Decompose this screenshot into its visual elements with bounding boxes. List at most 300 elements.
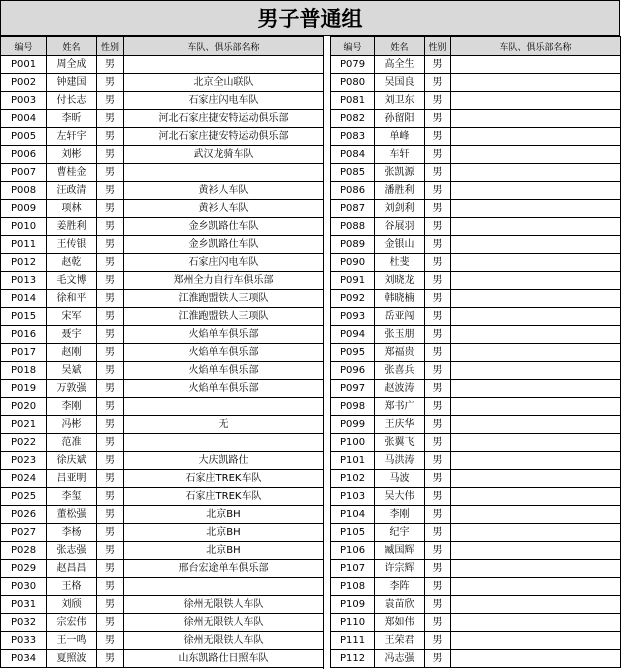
cell-id[interactable]: P107 xyxy=(331,560,375,578)
cell-id[interactable]: P082 xyxy=(331,110,375,128)
cell-gender[interactable]: 男 xyxy=(425,272,451,290)
cell-club[interactable]: 江淮跑盟铁人三项队 xyxy=(124,308,324,326)
cell-club[interactable] xyxy=(124,56,324,74)
cell-club[interactable]: 徐州无限铁人车队 xyxy=(124,614,324,632)
cell-id[interactable]: P080 xyxy=(331,74,375,92)
cell-gender[interactable]: 男 xyxy=(425,254,451,272)
cell-club[interactable] xyxy=(451,92,621,110)
cell-club[interactable] xyxy=(451,542,621,560)
cell-name[interactable]: 宗宏伟 xyxy=(47,614,97,632)
cell-id[interactable]: P108 xyxy=(331,578,375,596)
cell-gender[interactable]: 男 xyxy=(425,344,451,362)
cell-id[interactable]: P024 xyxy=(1,470,47,488)
cell-gender[interactable]: 男 xyxy=(97,218,124,236)
cell-id[interactable]: P084 xyxy=(331,146,375,164)
cell-id[interactable]: P111 xyxy=(331,632,375,650)
cell-name[interactable]: 刘剑利 xyxy=(375,200,425,218)
cell-name[interactable]: 许宗辉 xyxy=(375,560,425,578)
cell-name[interactable]: 徐庆斌 xyxy=(47,452,97,470)
cell-club[interactable]: 北京BH xyxy=(124,524,324,542)
cell-club[interactable]: 金乡凯路仕车队 xyxy=(124,236,324,254)
cell-club[interactable] xyxy=(451,146,621,164)
cell-name[interactable]: 李阵 xyxy=(375,578,425,596)
cell-club[interactable] xyxy=(451,218,621,236)
cell-id[interactable]: P025 xyxy=(1,488,47,506)
sheet-title: 男子普通组 xyxy=(0,0,620,36)
cell-id[interactable]: P010 xyxy=(1,218,47,236)
cell-id[interactable]: P021 xyxy=(1,416,47,434)
cell-name[interactable]: 张凯源 xyxy=(375,164,425,182)
cell-name[interactable]: 孙留阳 xyxy=(375,110,425,128)
cell-club[interactable] xyxy=(451,326,621,344)
cell-name[interactable]: 高全生 xyxy=(375,56,425,74)
cell-id[interactable]: P109 xyxy=(331,596,375,614)
cell-gender[interactable]: 男 xyxy=(425,650,451,668)
cell-name[interactable]: 郑福贵 xyxy=(375,344,425,362)
cell-gender[interactable]: 男 xyxy=(425,524,451,542)
cell-name[interactable]: 王传银 xyxy=(47,236,97,254)
cell-id[interactable]: P018 xyxy=(1,362,47,380)
cell-name[interactable]: 王荣君 xyxy=(375,632,425,650)
cell-id[interactable]: P002 xyxy=(1,74,47,92)
header-id[interactable]: 编号 xyxy=(331,37,375,56)
cell-name[interactable]: 左轩宇 xyxy=(47,128,97,146)
cell-club[interactable] xyxy=(451,632,621,650)
cell-name[interactable]: 汪政清 xyxy=(47,182,97,200)
cell-gender[interactable]: 男 xyxy=(97,434,124,452)
table-row xyxy=(331,200,621,218)
cell-club[interactable]: 火焰单车俱乐部 xyxy=(124,362,324,380)
cell-gender[interactable]: 男 xyxy=(425,200,451,218)
table-row xyxy=(1,380,324,398)
cell-name[interactable]: 张玉朋 xyxy=(375,326,425,344)
cell-gender[interactable]: 男 xyxy=(97,236,124,254)
cell-gender[interactable]: 男 xyxy=(425,308,451,326)
table-row xyxy=(1,74,324,92)
cell-name[interactable]: 吴斌 xyxy=(47,362,97,380)
cell-gender[interactable]: 男 xyxy=(97,362,124,380)
table-row xyxy=(1,596,324,614)
cell-id[interactable]: P096 xyxy=(331,362,375,380)
cell-name[interactable]: 张喜兵 xyxy=(375,362,425,380)
cell-id[interactable]: P103 xyxy=(331,488,375,506)
cell-club[interactable]: 石家庄闪电车队 xyxy=(124,92,324,110)
cell-name[interactable]: 李玺 xyxy=(47,488,97,506)
cell-gender[interactable]: 男 xyxy=(425,578,451,596)
table-row xyxy=(1,128,324,146)
cell-club[interactable]: 北京BH xyxy=(124,506,324,524)
cell-club[interactable] xyxy=(451,380,621,398)
cell-id[interactable]: P097 xyxy=(331,380,375,398)
cell-gender[interactable]: 男 xyxy=(97,200,124,218)
cell-id[interactable]: P083 xyxy=(331,128,375,146)
cell-club[interactable]: 无 xyxy=(124,416,324,434)
table-row xyxy=(1,542,324,560)
cell-gender[interactable]: 男 xyxy=(425,470,451,488)
table-row xyxy=(1,92,324,110)
cell-gender[interactable]: 男 xyxy=(97,614,124,632)
cell-club[interactable]: 火焰单车俱乐部 xyxy=(124,380,324,398)
cell-name[interactable]: 马洪涛 xyxy=(375,452,425,470)
cell-gender[interactable]: 男 xyxy=(425,362,451,380)
cell-id[interactable]: P085 xyxy=(331,164,375,182)
cell-club[interactable]: 黄衫人车队 xyxy=(124,200,324,218)
cell-name[interactable]: 刘晓龙 xyxy=(375,272,425,290)
header-gender[interactable]: 性别 xyxy=(425,37,451,56)
cell-gender[interactable]: 男 xyxy=(97,578,124,596)
table-row xyxy=(331,452,621,470)
cell-club[interactable] xyxy=(451,578,621,596)
table-row xyxy=(331,596,621,614)
cell-id[interactable]: P091 xyxy=(331,272,375,290)
cell-id[interactable]: P032 xyxy=(1,614,47,632)
cell-gender[interactable]: 男 xyxy=(97,290,124,308)
cell-gender[interactable]: 男 xyxy=(97,488,124,506)
cell-id[interactable]: P017 xyxy=(1,344,47,362)
cell-name[interactable]: 王一鸣 xyxy=(47,632,97,650)
cell-club[interactable] xyxy=(451,470,621,488)
cell-name[interactable]: 赵昌昌 xyxy=(47,560,97,578)
cell-id[interactable]: P104 xyxy=(331,506,375,524)
cell-id[interactable]: P102 xyxy=(331,470,375,488)
cell-club[interactable] xyxy=(124,578,324,596)
cell-name[interactable]: 谷展羽 xyxy=(375,218,425,236)
cell-gender[interactable]: 男 xyxy=(97,74,124,92)
left-table xyxy=(0,36,324,668)
cell-id[interactable]: P007 xyxy=(1,164,47,182)
cell-gender[interactable]: 男 xyxy=(97,308,124,326)
cell-gender[interactable]: 男 xyxy=(425,74,451,92)
cell-name[interactable]: 项林 xyxy=(47,200,97,218)
cell-gender[interactable]: 男 xyxy=(97,272,124,290)
cell-club[interactable] xyxy=(451,164,621,182)
cell-id[interactable]: P088 xyxy=(331,218,375,236)
cell-id[interactable]: P087 xyxy=(331,200,375,218)
cell-id[interactable]: P004 xyxy=(1,110,47,128)
cell-club[interactable] xyxy=(451,110,621,128)
cell-gender[interactable]: 男 xyxy=(425,128,451,146)
table-row xyxy=(1,308,324,326)
cell-name[interactable]: 王庆华 xyxy=(375,416,425,434)
cell-name[interactable]: 赵乾 xyxy=(47,254,97,272)
cell-gender[interactable]: 男 xyxy=(425,290,451,308)
table-row xyxy=(331,326,621,344)
cell-name[interactable]: 刘卫东 xyxy=(375,92,425,110)
cell-name[interactable]: 赵波涛 xyxy=(375,380,425,398)
cell-club[interactable]: 石家庄TREK车队 xyxy=(124,470,324,488)
cell-name[interactable]: 范准 xyxy=(47,434,97,452)
cell-gender[interactable]: 男 xyxy=(425,398,451,416)
header-club[interactable]: 车队、俱乐部名称 xyxy=(451,37,621,56)
cell-gender[interactable]: 男 xyxy=(97,542,124,560)
cell-id[interactable]: P023 xyxy=(1,452,47,470)
cell-name[interactable]: 吴国良 xyxy=(375,74,425,92)
cell-gender[interactable]: 男 xyxy=(97,452,124,470)
cell-name[interactable]: 徐和平 xyxy=(47,290,97,308)
cell-gender[interactable]: 男 xyxy=(425,560,451,578)
header-gender[interactable]: 性别 xyxy=(97,37,124,56)
cell-gender[interactable]: 男 xyxy=(425,416,451,434)
cell-name[interactable]: 刘彬 xyxy=(47,146,97,164)
cell-club[interactable]: 北京全山联队 xyxy=(124,74,324,92)
cell-name[interactable]: 郑如伟 xyxy=(375,614,425,632)
cell-gender[interactable]: 男 xyxy=(97,506,124,524)
cell-club[interactable]: 北京BH xyxy=(124,542,324,560)
cell-club[interactable] xyxy=(451,128,621,146)
cell-club[interactable] xyxy=(451,524,621,542)
cell-name[interactable]: 单峰 xyxy=(375,128,425,146)
cell-gender[interactable]: 男 xyxy=(97,596,124,614)
cell-club[interactable] xyxy=(451,272,621,290)
cell-name[interactable]: 张翼飞 xyxy=(375,434,425,452)
cell-club[interactable] xyxy=(451,200,621,218)
cell-name[interactable]: 曹桂金 xyxy=(47,164,97,182)
cell-club[interactable] xyxy=(124,434,324,452)
cell-name[interactable]: 毛文博 xyxy=(47,272,97,290)
header-id[interactable]: 编号 xyxy=(1,37,47,56)
cell-gender[interactable]: 男 xyxy=(97,128,124,146)
cell-name[interactable]: 车轩 xyxy=(375,146,425,164)
cell-gender[interactable]: 男 xyxy=(425,56,451,74)
cell-club[interactable] xyxy=(451,308,621,326)
cell-club[interactable] xyxy=(451,254,621,272)
cell-id[interactable]: P019 xyxy=(1,380,47,398)
cell-club[interactable]: 河北石家庄捷安特运动俱乐部 xyxy=(124,128,324,146)
cell-name[interactable]: 郑书广 xyxy=(375,398,425,416)
cell-club[interactable] xyxy=(451,452,621,470)
cell-club[interactable]: 山东凯路仕日照车队 xyxy=(124,650,324,668)
cell-name[interactable]: 董松强 xyxy=(47,506,97,524)
cell-name[interactable]: 吴大伟 xyxy=(375,488,425,506)
cell-gender[interactable]: 男 xyxy=(97,632,124,650)
header-club[interactable]: 车队、俱乐部名称 xyxy=(124,37,324,56)
cell-id[interactable]: P089 xyxy=(331,236,375,254)
cell-club[interactable] xyxy=(451,650,621,668)
cell-gender[interactable]: 男 xyxy=(425,596,451,614)
cell-name[interactable]: 周全成 xyxy=(47,56,97,74)
cell-id[interactable]: P095 xyxy=(331,344,375,362)
cell-gender[interactable]: 男 xyxy=(425,92,451,110)
cell-gender[interactable]: 男 xyxy=(97,146,124,164)
cell-id[interactable]: P101 xyxy=(331,452,375,470)
cell-name[interactable]: 李刚 xyxy=(375,506,425,524)
cell-gender[interactable]: 男 xyxy=(425,182,451,200)
cell-id[interactable]: P106 xyxy=(331,542,375,560)
cell-id[interactable]: P098 xyxy=(331,398,375,416)
cell-gender[interactable]: 男 xyxy=(425,218,451,236)
cell-gender[interactable]: 男 xyxy=(425,164,451,182)
cell-gender[interactable]: 男 xyxy=(425,380,451,398)
cell-name[interactable]: 吕亚明 xyxy=(47,470,97,488)
cell-club[interactable] xyxy=(451,416,621,434)
cell-gender[interactable]: 男 xyxy=(97,470,124,488)
cell-name[interactable]: 张志强 xyxy=(47,542,97,560)
table-row xyxy=(331,290,621,308)
cell-name[interactable]: 聂宇 xyxy=(47,326,97,344)
header-row xyxy=(331,37,621,56)
cell-gender[interactable]: 男 xyxy=(97,398,124,416)
cell-club[interactable] xyxy=(124,164,324,182)
cell-gender[interactable]: 男 xyxy=(425,434,451,452)
cell-club[interactable] xyxy=(451,596,621,614)
cell-id[interactable]: P112 xyxy=(331,650,375,668)
cell-id[interactable]: P094 xyxy=(331,326,375,344)
cell-id[interactable]: P026 xyxy=(1,506,47,524)
cell-id[interactable]: P093 xyxy=(331,308,375,326)
cell-id[interactable]: P001 xyxy=(1,56,47,74)
cell-club[interactable]: 火焰单车俱乐部 xyxy=(124,326,324,344)
cell-id[interactable]: P081 xyxy=(331,92,375,110)
cell-club[interactable] xyxy=(451,290,621,308)
cell-club[interactable] xyxy=(451,398,621,416)
table-row xyxy=(1,578,324,596)
cell-id[interactable]: P029 xyxy=(1,560,47,578)
cell-gender[interactable]: 男 xyxy=(425,146,451,164)
cell-club[interactable] xyxy=(451,74,621,92)
cell-id[interactable]: P031 xyxy=(1,596,47,614)
cell-gender[interactable]: 男 xyxy=(97,56,124,74)
cell-club[interactable] xyxy=(451,362,621,380)
cell-club[interactable]: 石家庄闪电车队 xyxy=(124,254,324,272)
cell-id[interactable]: P034 xyxy=(1,650,47,668)
cell-id[interactable]: P005 xyxy=(1,128,47,146)
cell-club[interactable]: 河北石家庄捷安特运动俱乐部 xyxy=(124,110,324,128)
cell-gender[interactable]: 男 xyxy=(425,452,451,470)
cell-name[interactable]: 钟建国 xyxy=(47,74,97,92)
cell-id[interactable]: P110 xyxy=(331,614,375,632)
cell-club[interactable]: 大庆凯路仕 xyxy=(124,452,324,470)
cell-id[interactable]: P016 xyxy=(1,326,47,344)
cell-name[interactable]: 韩晓楠 xyxy=(375,290,425,308)
cell-club[interactable]: 邢台宏途单车俱乐部 xyxy=(124,560,324,578)
cell-club[interactable]: 徐州无限铁人车队 xyxy=(124,596,324,614)
cell-id[interactable]: P092 xyxy=(331,290,375,308)
cell-gender[interactable]: 男 xyxy=(425,110,451,128)
cell-id[interactable]: P033 xyxy=(1,632,47,650)
cell-gender[interactable]: 男 xyxy=(97,524,124,542)
cell-name[interactable]: 冯彬 xyxy=(47,416,97,434)
cell-name[interactable]: 纪宇 xyxy=(375,524,425,542)
cell-name[interactable]: 冯志强 xyxy=(375,650,425,668)
cell-name[interactable]: 赵刚 xyxy=(47,344,97,362)
cell-name[interactable]: 刘颀 xyxy=(47,596,97,614)
cell-id[interactable]: P015 xyxy=(1,308,47,326)
cell-gender[interactable]: 男 xyxy=(425,506,451,524)
cell-gender[interactable]: 男 xyxy=(97,326,124,344)
table-row xyxy=(331,542,621,560)
cell-id[interactable]: P099 xyxy=(331,416,375,434)
cell-name[interactable]: 杜斐 xyxy=(375,254,425,272)
cell-name[interactable]: 姜胜利 xyxy=(47,218,97,236)
table-row xyxy=(331,236,621,254)
cell-id[interactable]: P006 xyxy=(1,146,47,164)
cell-id[interactable]: P090 xyxy=(331,254,375,272)
cell-name[interactable]: 金银山 xyxy=(375,236,425,254)
cell-club[interactable]: 郑州全力自行车俱乐部 xyxy=(124,272,324,290)
cell-club[interactable] xyxy=(451,488,621,506)
header-name[interactable]: 姓名 xyxy=(375,37,425,56)
cell-gender[interactable]: 男 xyxy=(97,254,124,272)
cell-name[interactable]: 李刚 xyxy=(47,398,97,416)
cell-id[interactable]: P009 xyxy=(1,200,47,218)
cell-name[interactable]: 付长志 xyxy=(47,92,97,110)
cell-id[interactable]: P030 xyxy=(1,578,47,596)
cell-club[interactable]: 火焰单车俱乐部 xyxy=(124,344,324,362)
cell-name[interactable]: 李昕 xyxy=(47,110,97,128)
cell-id[interactable]: P027 xyxy=(1,524,47,542)
cell-name[interactable]: 潘胜利 xyxy=(375,182,425,200)
cell-gender[interactable]: 男 xyxy=(97,650,124,668)
cell-name[interactable]: 李杨 xyxy=(47,524,97,542)
cell-club[interactable]: 徐州无限铁人车队 xyxy=(124,632,324,650)
cell-gender[interactable]: 男 xyxy=(425,236,451,254)
cell-name[interactable]: 臧国辉 xyxy=(375,542,425,560)
cell-name[interactable]: 王格 xyxy=(47,578,97,596)
cell-name[interactable]: 万敦强 xyxy=(47,380,97,398)
cell-club[interactable] xyxy=(124,398,324,416)
cell-gender[interactable]: 男 xyxy=(97,164,124,182)
cell-id[interactable]: P086 xyxy=(331,182,375,200)
cell-club[interactable] xyxy=(451,506,621,524)
cell-gender[interactable]: 男 xyxy=(97,110,124,128)
cell-club[interactable]: 金乡凯路仕车队 xyxy=(124,218,324,236)
cell-id[interactable]: P100 xyxy=(331,434,375,452)
cell-club[interactable]: 石家庄TREK车队 xyxy=(124,488,324,506)
cell-id[interactable]: P105 xyxy=(331,524,375,542)
cell-gender[interactable]: 男 xyxy=(97,560,124,578)
cell-name[interactable]: 马波 xyxy=(375,470,425,488)
cell-id[interactable]: P014 xyxy=(1,290,47,308)
cell-gender[interactable]: 男 xyxy=(425,488,451,506)
table-row xyxy=(331,308,621,326)
cell-id[interactable]: P013 xyxy=(1,272,47,290)
cell-gender[interactable]: 男 xyxy=(97,416,124,434)
cell-club[interactable] xyxy=(451,560,621,578)
cell-gender[interactable]: 男 xyxy=(425,326,451,344)
cell-name[interactable]: 岳亚闯 xyxy=(375,308,425,326)
cell-id[interactable]: P012 xyxy=(1,254,47,272)
cell-name[interactable]: 宋军 xyxy=(47,308,97,326)
cell-id[interactable]: P003 xyxy=(1,92,47,110)
cell-club[interactable] xyxy=(451,236,621,254)
cell-gender[interactable]: 男 xyxy=(97,92,124,110)
cell-club[interactable] xyxy=(451,614,621,632)
cell-gender[interactable]: 男 xyxy=(97,182,124,200)
table-row xyxy=(1,236,324,254)
cell-id[interactable]: P020 xyxy=(1,398,47,416)
cell-club[interactable] xyxy=(451,434,621,452)
cell-gender[interactable]: 男 xyxy=(97,380,124,398)
cell-id[interactable]: P008 xyxy=(1,182,47,200)
cell-id[interactable]: P028 xyxy=(1,542,47,560)
cell-club[interactable]: 江淮跑盟铁人三项队 xyxy=(124,290,324,308)
cell-id[interactable]: P022 xyxy=(1,434,47,452)
cell-club[interactable]: 武汉龙骑车队 xyxy=(124,146,324,164)
cell-gender[interactable]: 男 xyxy=(425,542,451,560)
cell-gender[interactable]: 男 xyxy=(425,614,451,632)
cell-name[interactable]: 夏照波 xyxy=(47,650,97,668)
cell-club[interactable] xyxy=(451,182,621,200)
cell-gender[interactable]: 男 xyxy=(425,632,451,650)
cell-gender[interactable]: 男 xyxy=(97,344,124,362)
cell-name[interactable]: 袁苗欣 xyxy=(375,596,425,614)
header-name[interactable]: 姓名 xyxy=(47,37,97,56)
cell-id[interactable]: P011 xyxy=(1,236,47,254)
cell-id[interactable]: P079 xyxy=(331,56,375,74)
cell-club[interactable] xyxy=(451,56,621,74)
cell-club[interactable] xyxy=(451,344,621,362)
cell-club[interactable]: 黄衫人车队 xyxy=(124,182,324,200)
